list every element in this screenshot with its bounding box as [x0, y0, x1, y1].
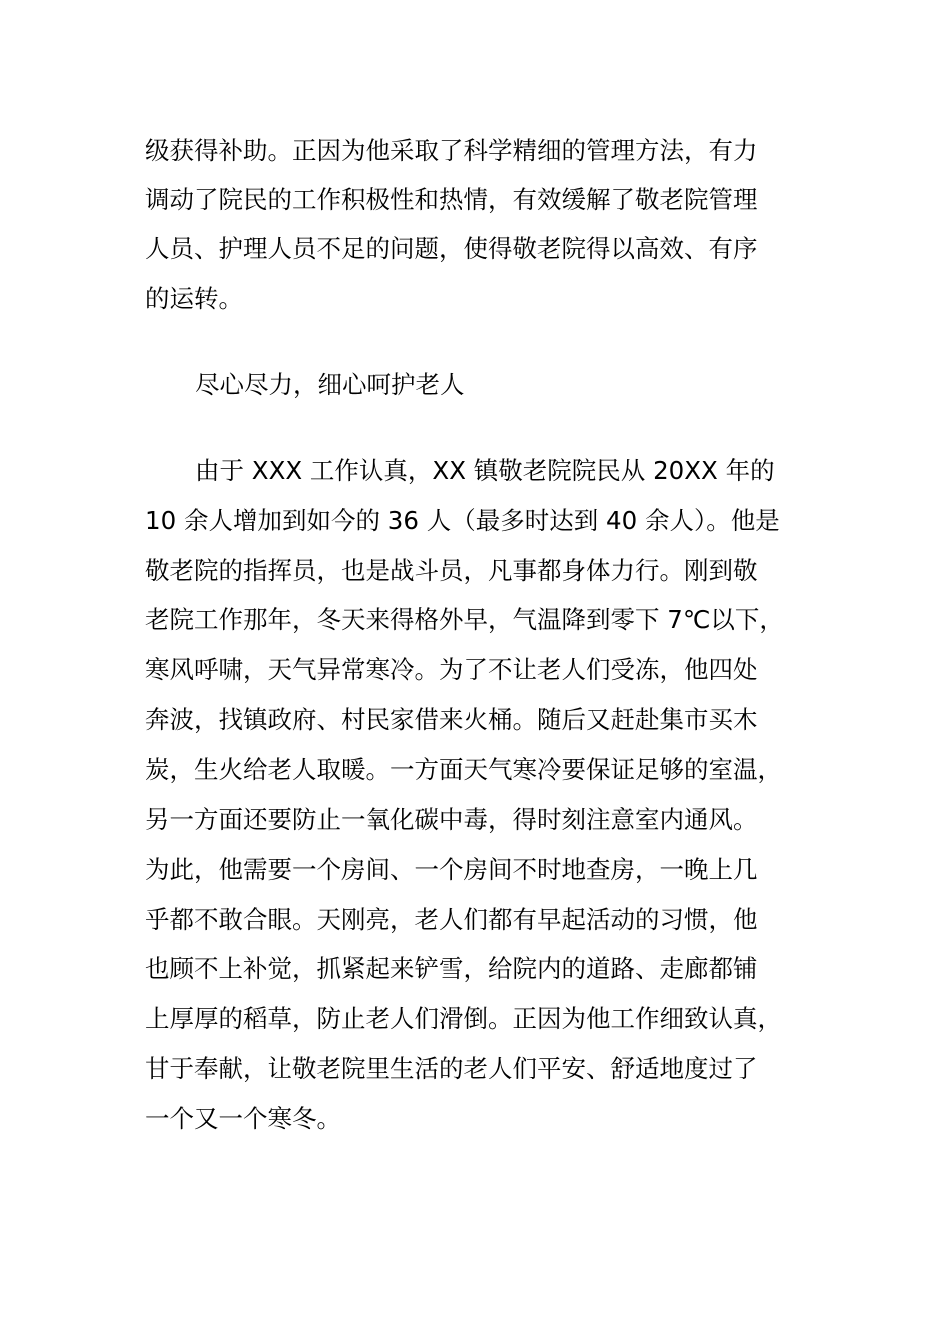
paragraph-1-line: 调动了院民的工作积极性和热情，有效缓解了敬老院管理: [145, 185, 758, 214]
paragraph-2-line: 由于 XXX 工作认真，XX 镇敬老院院民从 20XX 年的: [195, 456, 775, 485]
paragraph-2-line: 炭，生火给老人取暖。一方面天气寒冷要保证足够的室温，: [145, 755, 782, 784]
paragraph-2-line: 奔波，找镇政府、村民家借来火桶。随后又赶赴集市买木: [145, 705, 758, 734]
paragraph-2-line: 一个又一个寒冬。: [145, 1104, 341, 1133]
paragraph-2-line: 乎都不敢合眼。天刚亮，老人们都有早起活动的习惯，他: [145, 905, 758, 934]
paragraph-2-line: 为此，他需要一个房间、一个房间不时地查房，一晚上几: [145, 855, 758, 884]
paragraph-1-line: 的运转。: [145, 284, 243, 313]
paragraph-2-line: 寒风呼啸，天气异常寒冷。为了不让老人们受冻，他四处: [145, 655, 758, 684]
paragraph-2-line: 老院工作那年，冬天来得格外早，气温降到零下 7℃以下，: [145, 605, 784, 634]
paragraph-2-line: 也顾不上补觉，抓紧起来铲雪，给院内的道路、走廊都铺: [145, 954, 758, 983]
paragraph-1-line: 级获得补助。正因为他采取了科学精细的管理方法，有力: [145, 136, 758, 165]
paragraph-2-line: 另一方面还要防止一氧化碳中毒，得时刻注意室内通风。: [145, 805, 758, 834]
section-heading: 尽心尽力，细心呵护老人: [195, 370, 465, 399]
paragraph-2-line: 甘于奉献，让敬老院里生活的老人们平安、舒适地度过了: [145, 1054, 758, 1083]
paragraph-2-line: 上厚厚的稻草，防止老人们滑倒。正因为他工作细致认真，: [145, 1004, 782, 1033]
paragraph-2-line: 敬老院的指挥员，也是战斗员，凡事都身体力行。刚到敬: [145, 556, 758, 585]
paragraph-1-line: 人员、护理人员不足的问题，使得敬老院得以高效、有序: [145, 234, 758, 263]
paragraph-2-line: 10 余人增加到如今的 36 人（最多时达到 40 余人）。他是: [145, 506, 780, 535]
